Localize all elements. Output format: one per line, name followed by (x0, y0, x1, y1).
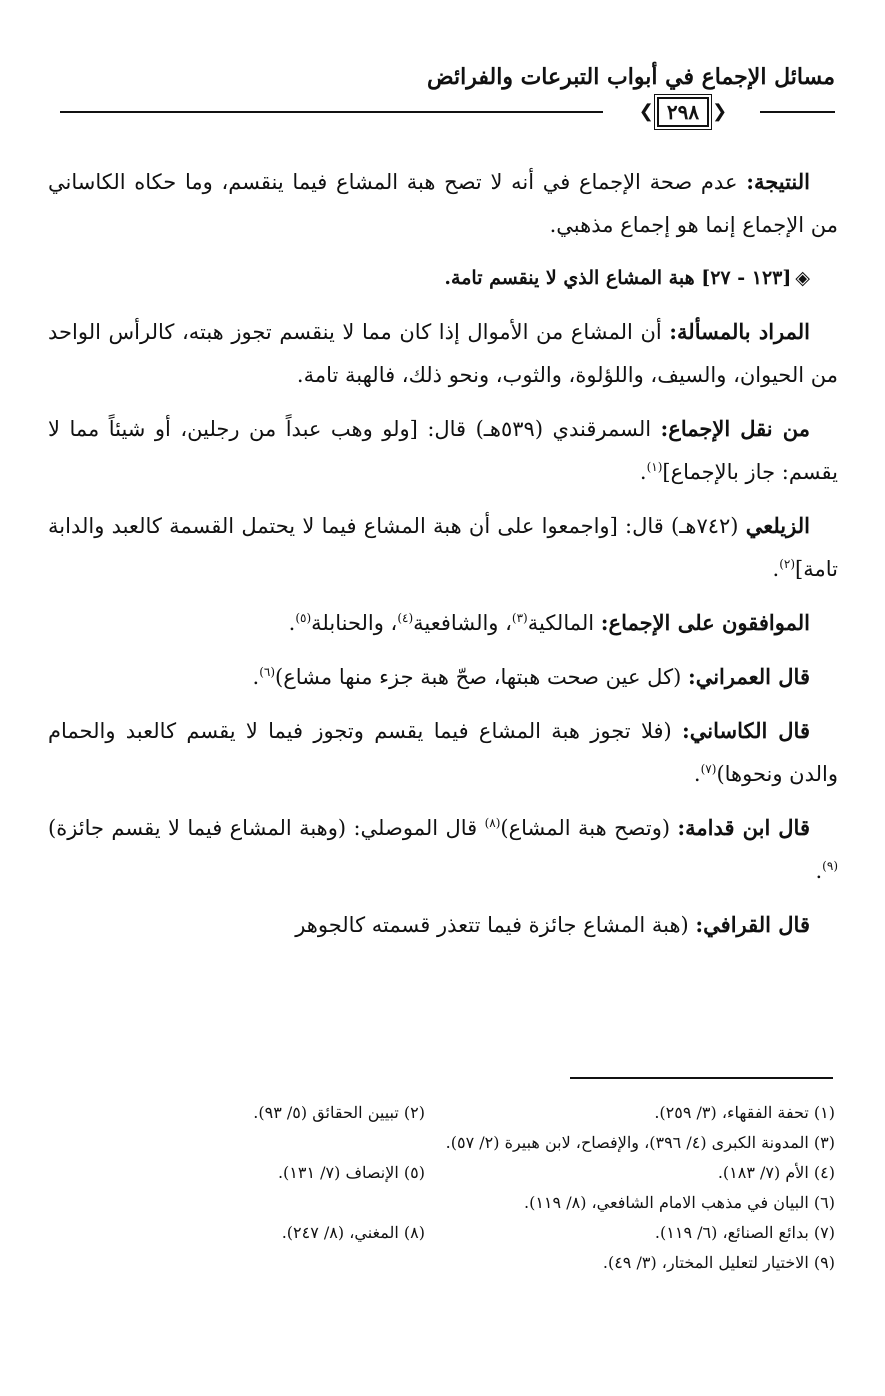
paragraph-text: ، والحنابلة (311, 611, 398, 635)
footnote-ref[interactable]: (٩) (822, 859, 838, 873)
header-rule (760, 111, 835, 113)
footnotes (45, 1098, 835, 1278)
paragraph-label: الموافقون على الإجماع: (600, 610, 810, 635)
footnote-8: (٨) المغني، (٨/ ٢٤٧). (281, 1223, 425, 1242)
paragraph-text: أن المشاع من الأموال إذا كان مما لا ينقسم تجوز هبته، كالرأس الواحد من الحيوان، والسيف، واللؤلوة، والثوب، ونحو ذلك، فالهبة تامة. (48, 320, 838, 387)
paragraph-meaning (48, 310, 838, 397)
ornament-icon: ❯ (638, 101, 654, 122)
footnote-ref[interactable]: (٢) (779, 557, 796, 571)
ornament-icon: ❮ (712, 101, 728, 122)
paragraph-text: المالكية (527, 611, 601, 635)
paragraph-label: قال ابن قدامة: (677, 815, 810, 840)
paragraph-ibn-qudama: قال ابن قدامة: (وتصح هبة المشاع)$^{(٨)}$ قال الموصلي: (وهبة المشاع فيما لا يقسم جائزة)$^{(٩)}$. (48, 815, 838, 883)
paragraph-label: النتيجة: (746, 169, 810, 194)
paragraph-label: الزيلعي (745, 513, 810, 538)
header-rule (60, 111, 603, 113)
paragraph-agreeing: الموافقون على الإجماع: المالكية$^{(٣)}$، والشافعية$^{(٤)}$، والحنابلة$^{(٥)}$. (288, 610, 810, 635)
footnote-row (45, 1248, 835, 1278)
paragraph-label: قال الكاساني: (682, 718, 810, 743)
main-text (48, 160, 838, 957)
issue-heading (48, 257, 838, 300)
footnote-4: (٤) الأم (٧/ ١٨٣). (717, 1163, 835, 1182)
footnote-2: (٢) تبيين الحقائق (٥/ ٩٣). (253, 1103, 425, 1122)
footnote-row (45, 1188, 835, 1218)
footnote-separator (570, 1077, 833, 1079)
paragraph-label: قال القرافي: (695, 912, 810, 937)
paragraph-text: قال الموصلي: (وهبة المشاع فيما لا يقسم جائزة) (48, 816, 485, 840)
footnote-ref[interactable]: (٨) (484, 816, 501, 830)
paragraph-label: المراد بالمسألة: (669, 319, 810, 344)
paragraph-result (48, 160, 838, 247)
running-title: مسائل الإجماع في أبواب التبرعات والفرائض (427, 64, 835, 90)
footnote-3: (٣) المدونة الكبرى (٤/ ٣٩٦)، والإفصاح، لابن هبيرة (٢/ ٥٧). (445, 1133, 835, 1152)
paragraph-text: (وتصح هبة المشاع) (500, 816, 678, 840)
paragraph-zaylai: الزيلعي (٧٤٢هـ) قال: [واجمعوا على أن هبة المشاع فيما لا يحتمل القسمة كالعبد والدابة تامة]$^{(٢)}$. (48, 513, 838, 581)
paragraph-text: (فلا تجوز هبة المشاع فيما يقسم وتجوز فيما لا يقسم كالعبد والحمام والدن ونحوها) (48, 719, 838, 786)
footnote-row (45, 1098, 835, 1128)
paragraph-text: السمرقندي (٥٣٩هـ) قال: [ولو وهب عبداً من رجلين، أو شيئاً مما لا يقسم: جاز بالإجماع] (48, 417, 838, 484)
paragraph-qarafi (48, 903, 838, 947)
issue-heading-text: [١٢٣ - ٢٧] هبة المشاع الذي لا ينقسم تامة. (444, 267, 792, 289)
footnote-row (45, 1218, 835, 1248)
paragraph-text: ، والشافعية (413, 611, 512, 635)
footnote-ref[interactable]: (٤) (397, 611, 414, 625)
footnote-row (45, 1158, 835, 1188)
footnote-row (45, 1128, 835, 1158)
paragraph-transmitters: من نقل الإجماع: السمرقندي (٥٣٩هـ) قال: [ولو وهب عبداً من رجلين، أو شيئاً مما لا يقسم: جاز بالإجماع]$^{(١)}$. (48, 416, 838, 484)
paragraph-label: من نقل الإجماع: (660, 416, 811, 441)
footnote-ref[interactable]: (١) (646, 460, 663, 474)
footnote-6: (٦) البيان في مذهب الامام الشافعي، (٨/ ١١٩). (524, 1193, 835, 1212)
paragraph-text: (٧٤٢هـ) قال: [واجمعوا على أن هبة المشاع فيما لا يحتمل القسمة كالعبد والدابة تامة] (48, 514, 838, 581)
page-number: ٢٩٨ (657, 97, 709, 127)
paragraph-text: (كل عين صحت هبتها، صحّ هبة جزء منها مشاع) (275, 665, 688, 689)
page-number-frame (608, 97, 758, 127)
paragraph-text: عدم صحة الإجماع في أنه لا تصح هبة المشاع فيما ينقسم، وما حكاه الكاساني من الإجماع إنما هو إجماع مذهبي. (48, 170, 838, 237)
footnote-9: (٩) الاختيار لتعليل المختار، (٣/ ٤٩). (602, 1253, 835, 1272)
paragraph-text: (هبة المشاع جائزة فيما تتعذر قسمته كالجوهر (295, 913, 696, 937)
footnote-ref[interactable]: (٣) (511, 611, 528, 625)
footnote-5: (٥) الإنصاف (٧/ ١٣١). (277, 1163, 425, 1182)
footnote-ref[interactable]: (٥) (295, 611, 312, 625)
footnote-ref[interactable]: (٦) (259, 665, 276, 679)
footnote-7: (٧) بدائع الصنائع، (٦/ ١١٩). (654, 1223, 835, 1242)
footnote-1: (١) تحفة الفقهاء، (٣/ ٢٥٩). (654, 1103, 835, 1122)
diamond-bullet-icon: ◈ (795, 267, 810, 289)
paragraph-imrani: قال العمراني: (كل عين صحت هبتها، صحّ هبة جزء منها مشاع)$^{(٦)}$. (252, 664, 810, 689)
paragraph-kasani: قال الكاساني: (فلا تجوز هبة المشاع فيما يقسم وتجوز فيما لا يقسم كالعبد والحمام والدن ونحوها)$^{(٧)}$. (48, 718, 838, 786)
paragraph-label: قال العمراني: (687, 664, 810, 689)
footnote-ref[interactable]: (٧) (700, 762, 717, 776)
